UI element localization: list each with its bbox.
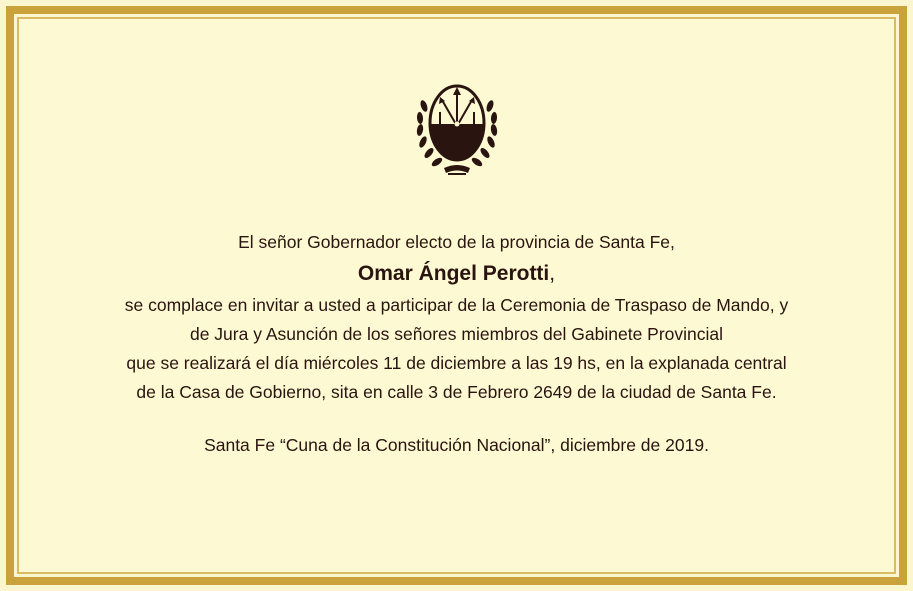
intro-line: El señor Gobernador electo de la provincia de Santa Fe,: [238, 232, 675, 252]
governor-name: [40, 257, 873, 291]
invitation-text: [40, 228, 873, 460]
santa-fe-coat-of-arms-icon: [414, 78, 500, 182]
body-line: que se realizará el día miércoles 11 de diciembre a las 19 hs, en la explanada central: [126, 353, 787, 373]
body-line: de Jura y Asunción de los señores miembros del Gabinete Provincial: [189, 324, 724, 344]
body-line: se complace en invitar a usted a participar de la Ceremonia de Traspaso de Mando, y: [124, 295, 789, 315]
governor-name-suffix: ,: [549, 262, 556, 285]
body-line: de la Casa de Gobierno, sita en calle 3 de Febrero 2649 de la ciudad de Santa Fe.: [136, 382, 777, 402]
closing-line: Santa Fe “Cuna de la Constitución Nacional”, diciembre de 2019.: [204, 435, 709, 455]
governor-name-text: Omar Ángel Perotti: [357, 262, 550, 285]
